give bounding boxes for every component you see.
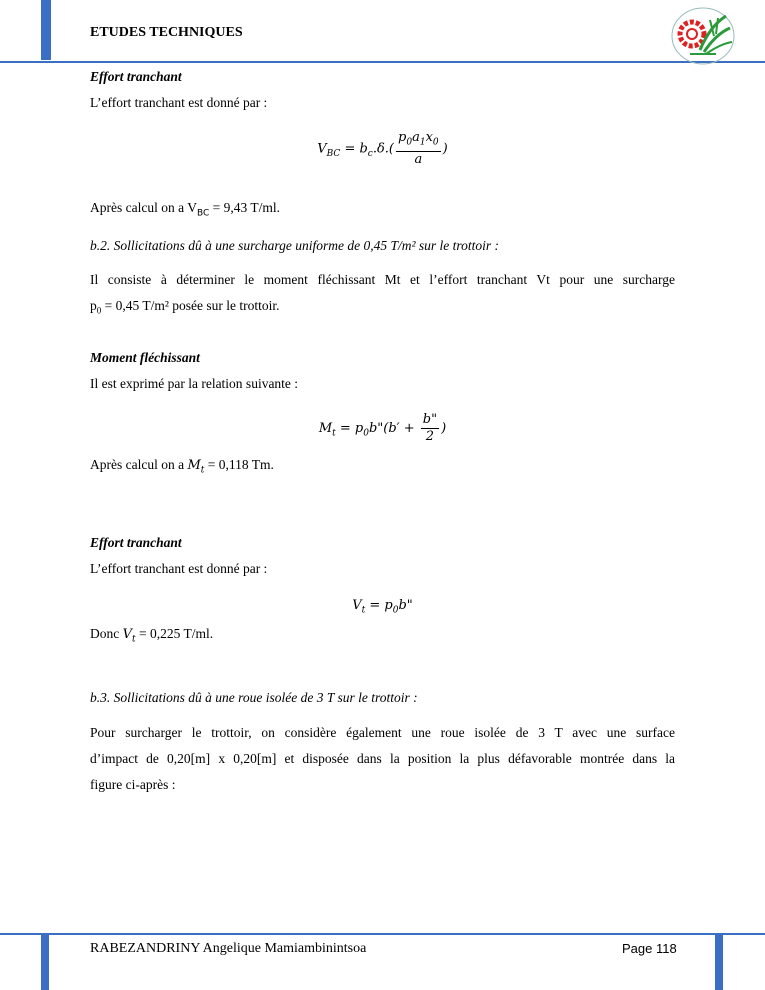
section-heading-effort-tranchant: Effort tranchant bbox=[90, 69, 182, 84]
moment-intro: Il est exprimé par la relation suivante : bbox=[90, 376, 299, 391]
formula-vt: $V_t = p_0b$" bbox=[352, 598, 413, 616]
paragraph-b2-line1: Il consiste à déterminer le moment fléchissant Mt et l’effort tranchant Vt pour une surcharge bbox=[90, 272, 675, 287]
result-vbc: Après calcul on a $V_{BC} = 9,43$ T/ml. bbox=[90, 200, 281, 219]
paragraph-b3-line2: d’impact de 0,20[m] x 0,20[m] et disposée dans la position la plus défavorable montrée dans la bbox=[90, 751, 675, 766]
formula-mt: $M_t$ = $p_0b"(b'$ + $\frac{b"}{2}$ ) bbox=[318, 412, 447, 444]
header-left-bar bbox=[41, 0, 51, 60]
result-vt: Donc $V_t = 0,225$ T/ml. bbox=[90, 626, 214, 645]
institution-logo-icon bbox=[670, 6, 736, 66]
header-rule bbox=[0, 61, 765, 63]
section-heading-b3: b.3. Sollicitations dû à une roue isolée de 3 T sur le trottoir : bbox=[90, 690, 418, 705]
paragraph-b3-line1: Pour surcharger le trottoir, on considère également une roue isolée de 3 T avec une surface bbox=[90, 725, 675, 740]
section-heading-b2: b.2. Sollicitations dû à une surcharge uniforme de 0,45 T/m² sur le trottoir : bbox=[90, 238, 500, 253]
paragraph-b3-line3: figure ci-après : bbox=[90, 777, 176, 792]
footer-page-number: Page 118 bbox=[622, 941, 677, 956]
section-heading-effort-tranchant-2: Effort tranchant bbox=[90, 535, 182, 550]
effort2-intro: L’effort tranchant est donné par : bbox=[90, 561, 268, 576]
footer-right-bar bbox=[715, 934, 723, 990]
footer-rule bbox=[0, 933, 765, 935]
footer-left-bar bbox=[41, 934, 49, 990]
paragraph-b2-line2: $p_0 = 0,45$ T/m² posée sur le trottoir. bbox=[90, 298, 280, 316]
section-heading-moment: Moment fléchissant bbox=[90, 350, 200, 365]
formula-vbc: $V_{BC} = b_c.\delta$.( $\frac{p_0a_1x_0}{a}$ ) bbox=[317, 130, 448, 167]
result-mt: Après calcul on a $M_t = 0,118$ Tm. bbox=[90, 457, 274, 476]
section-intro: L’effort tranchant est donné par : bbox=[90, 95, 268, 110]
header-title: ETUDES TECHNIQUES bbox=[90, 25, 243, 40]
footer-author: RABEZANDRINY Angelique Mamiambinintsoa bbox=[90, 941, 367, 956]
